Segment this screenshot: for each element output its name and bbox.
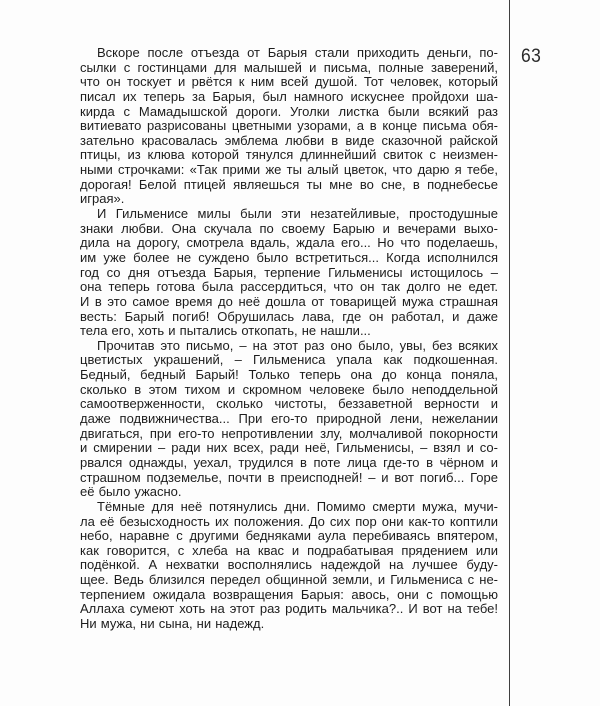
text-line: даже подвижничества... При его-то природной лени, нежелании xyxy=(80,411,498,427)
text-line: И в это самое время до неё дошла от товарищей мужа страшная xyxy=(80,293,498,309)
text-line: год со дня отъезда Барыя, терпение Гильменисы истощилось – xyxy=(80,264,498,280)
text-line: витиевато разрисованы цветными узорами, а в конце письма обя- xyxy=(80,118,498,134)
text-line: Тёмные для неё потянулись дни. Помимо смерти мужа, мучи- xyxy=(97,498,498,514)
text-line: тела его, хоть и пытались откопать, не нашли... xyxy=(80,323,371,339)
text-line: её было ужасно. xyxy=(80,484,182,500)
text-line: птицы, из клюва которой тянулся длиннейший свиток с неизмен- xyxy=(80,147,498,163)
text-line: что он тоскует и рвётся к ним всей душой. Тот человек, который xyxy=(80,74,498,90)
text-line: Прочитав это письмо, – на этот раз оно было, увы, без всяких xyxy=(97,337,498,353)
text-line: Вскоре после отъезда от Барыя стали приходить деньги, по- xyxy=(97,45,498,60)
text-line: ными строчками: «Так прими же ты алый цветок, что дарю я тебе, xyxy=(80,162,498,178)
text-line: И Гильменисе милы были эти незатейливые, простодушные xyxy=(97,206,498,222)
text-line: Ни мужа, ни сына, ни надежд. xyxy=(80,615,265,631)
text-line: щее. Ведь близился передел общинной земли, и Гильмениса с не- xyxy=(80,572,498,588)
text-line: сколько в этом тихом и скромном человеке было неподдельной xyxy=(80,381,498,397)
text-line: Аллаха сумеют хоть на этот раз родить мальчика?.. И вот на тебе! xyxy=(80,601,498,617)
text-line: сылки с гостинцами для малышей и письма, полные заверений, xyxy=(80,59,498,75)
margin-rule-divider xyxy=(509,0,510,706)
text-line: дорогая! Белой птицей являешься ты мне во сне, в поднебесье xyxy=(80,176,498,192)
text-line: и смирении – ради них всех, ради неё, Гильменисы, – взял и со- xyxy=(80,440,498,456)
text-line: кирда с Мамадышской дороги. Уголки листка были всякий раз xyxy=(80,103,498,119)
text-line: знаки любви. Она скучала по своему Барыю и вечерами выхо- xyxy=(80,220,498,236)
page-number: 63 xyxy=(521,46,542,67)
text-line: им уже более не суждено было встретиться... Когда исполнился xyxy=(80,249,498,265)
text-line: она теперь готова была рассердиться, что он так долго не едет. xyxy=(80,279,498,295)
text-line: двигаться, при его-то непротивлении злу, молчаливой покорности xyxy=(80,425,498,441)
text-line: играя». xyxy=(80,191,125,207)
text-line: подёнкой. А нехватки восполнялись надеждой на лучшее буду- xyxy=(80,557,498,573)
text-line: весть: Барый погиб! Обрушилась лава, где он работал, и даже xyxy=(80,308,498,324)
text-line: самоотверженности, сколько чистоты, беззаветной верности и xyxy=(80,396,498,412)
body-text xyxy=(80,46,498,632)
text-line: дила на дорогу, смотрела вдаль, ждала его... Но что поделаешь, xyxy=(80,235,498,251)
text-line: Бедный, бедный Барый! Только теперь она до конца поняла, xyxy=(80,367,498,383)
text-line: зательно красовалась эмблема любви в виде сказочной райской xyxy=(80,132,498,148)
text-line: рвался однажды, уехал, трудился в поте лица где-то в чёрном и xyxy=(80,454,498,470)
text-line: небо, наравне с другими бедняками аула перебиваясь впятером, xyxy=(80,528,498,544)
text-line: писал их теперь за Барыя, был намного искуснее пройдохи ша- xyxy=(80,88,498,104)
text-line: цветистых украшений, – Гильмениса упала как подкошенная. xyxy=(80,352,498,368)
text-line: терпением ожидала возвращения Барыя: авось, они с помощью xyxy=(80,586,498,602)
text-line: как говорится, с хлеба на квас и подрабатывая прядением или xyxy=(80,542,498,558)
text-line: страшном подземелье, почти в преисподней! – и вот погиб... Горе xyxy=(80,469,498,485)
text-line: ла её безысходность их положения. До сих пор они как-то коптили xyxy=(80,513,498,529)
